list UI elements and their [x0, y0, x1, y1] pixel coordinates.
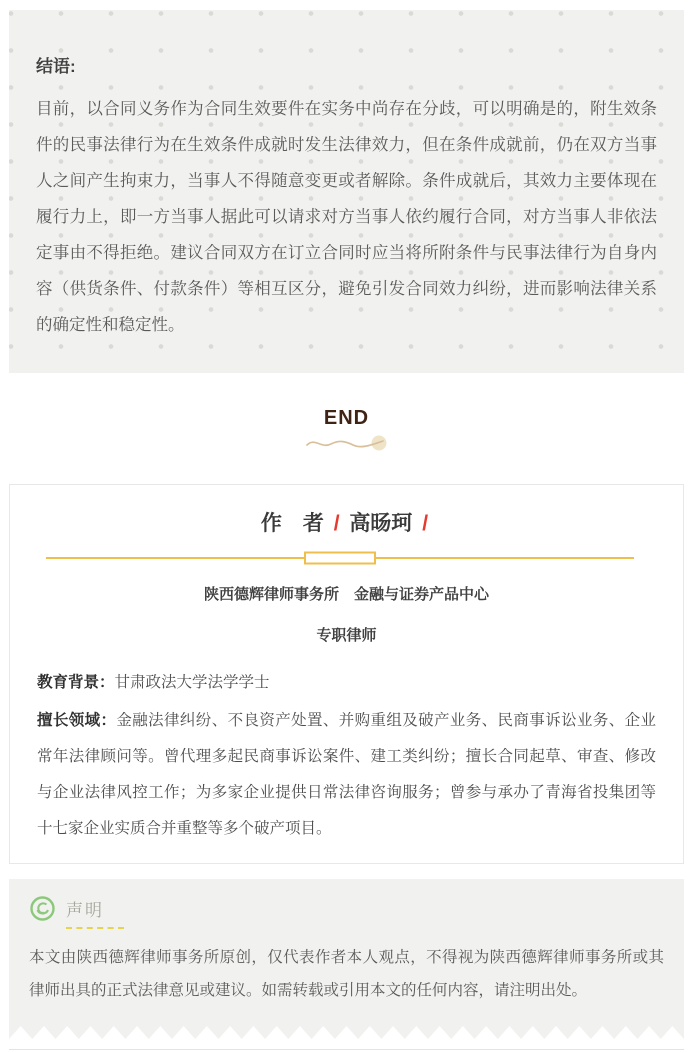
- statement-header: [29, 895, 664, 922]
- statement-section: [9, 879, 684, 1039]
- red-slash-icon: /: [422, 512, 429, 535]
- author-title: [37, 507, 656, 537]
- end-label: END: [323, 407, 370, 429]
- expertise-row: [37, 703, 656, 847]
- wave-decoration-icon: [304, 432, 390, 454]
- education-label: 教育背景：: [37, 674, 115, 691]
- zigzag-edge: [9, 1026, 684, 1039]
- seal-icon: [29, 895, 56, 922]
- author-role: 专职律师: [316, 627, 377, 644]
- education-value: 甘肃政法大学法学学士: [114, 674, 270, 691]
- divider-center-rect: [304, 552, 376, 565]
- expertise-label: 擅长领域：: [37, 712, 117, 729]
- dashed-underline: [66, 927, 124, 929]
- author-organization: 陕西德辉律师事务所 金融与证券产品中心: [203, 586, 489, 603]
- conclusion-body: 目前，以合同义务作为合同生效要件在实务中尚存在分歧，可以明确是的，附生效条件的民事法律行为在生效条件成就时发生法律效力，但在条件成就前，仍在双方当事人之间产生拘束力，当事人不得随意变更或者解除。条件成就后，其效力主要体现在履行力上，即一方当事人据此可以请求对方当事人依约履行合同，对方当事人非依法定事由不得拒绝。建议合同双方在订立合同时应当将所附条件与民事法律行为自身内容（供货条件、付款条件）等相互区分，避免引发合同效力纠纷，进而影响法律关系的确定性和稳定性。: [36, 100, 657, 334]
- red-slash-icon: /: [333, 512, 340, 535]
- statement-heading: 声明: [66, 901, 104, 920]
- end-marker: [9, 407, 684, 454]
- conclusion-heading: 结语:: [36, 57, 76, 76]
- author-card: [9, 484, 684, 864]
- gold-divider: [46, 557, 634, 559]
- education-row: [37, 671, 656, 695]
- expertise-value: 金融法律纠纷、不良资产处置、并购重组及破产业务、民商事诉讼业务、企业常年法律顾问等。曾代理多起民商事诉讼案件、建工类纠纷；擅长合同起草、审查、修改与企业法律风控工作；为多家企业提供日常法律咨询服务；曾参与承办了青海省投集团等十七家企业实质合并重整等多个破产项目。: [37, 712, 656, 837]
- author-bio: [37, 671, 656, 847]
- author-name: 高旸珂: [349, 512, 413, 535]
- statement-body: 本文由陕西德辉律师事务所原创，仅代表作者本人观点，不得视为陕西德辉律师事务所或其律师出具的正式法律意见或建议。如需转载或引用本文的任何内容，请注明出处。: [29, 949, 664, 999]
- conclusion-section: [9, 10, 684, 373]
- author-title-label: 作 者: [260, 512, 324, 535]
